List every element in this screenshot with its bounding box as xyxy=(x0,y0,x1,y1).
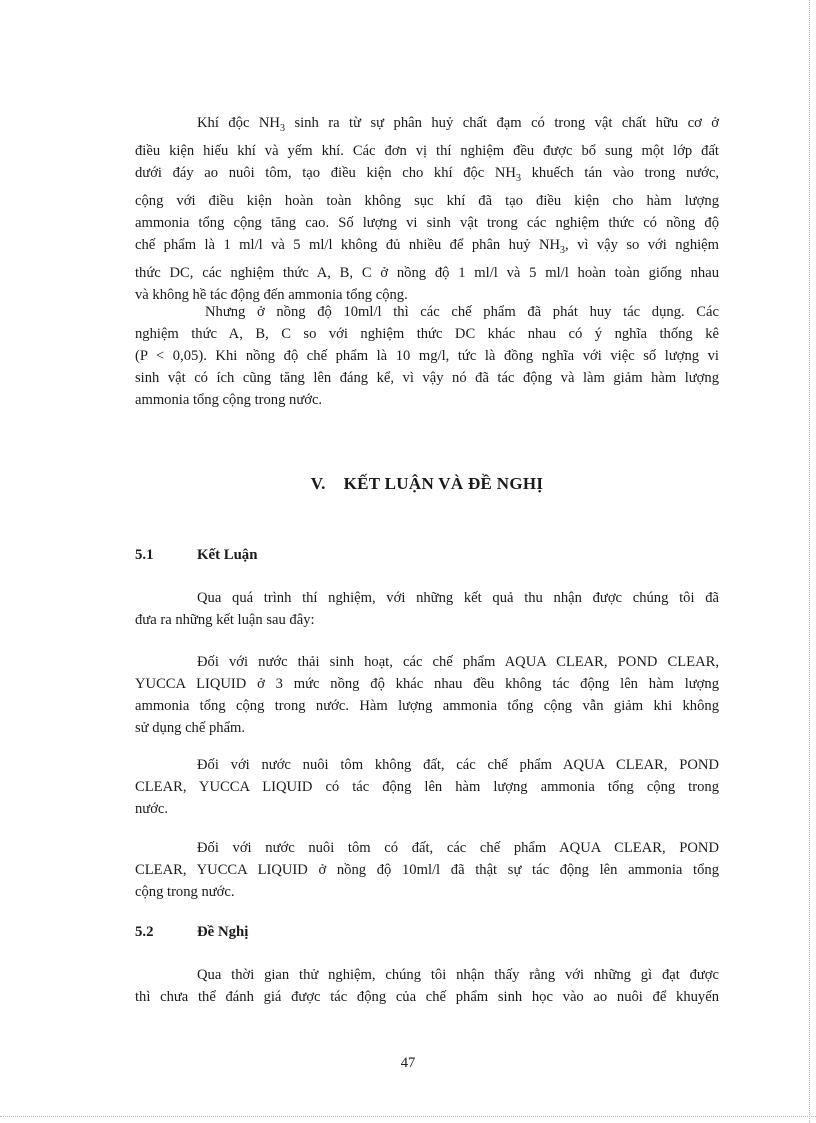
chapter-heading xyxy=(135,474,719,494)
text-line: Nhưng ở nồng độ 10ml/l thì các chế phẩm đã phát huy tác dụng. Các xyxy=(205,304,719,320)
text-line: nước. xyxy=(135,801,169,817)
text-line: thì chưa thể đánh giá được tác động của chế phẩm sinh học vào ao nuôi để khuyến xyxy=(135,989,719,1005)
text-line: nghiệm thức A, B, C so với nghiệm thức DC khác nhau có ý nghĩa thống kê xyxy=(135,326,719,342)
text-line: (P < 0,05). Khi nồng độ chế phẩm là 10 mg/l, tức là đồng nghĩa với việc số lượng vi xyxy=(135,348,719,364)
text-line: cộng với điều kiện hoàn toàn không sục khí đã tạo điều kiện cho hàm lượng xyxy=(135,192,719,209)
text-line: ammonia tổng cộng trong nước. xyxy=(135,392,323,408)
paragraph-nh3-discussion xyxy=(135,112,719,306)
text-line: đưa ra những kết luận sau đây: xyxy=(135,612,315,628)
text-line: điều kiện hiếu khí và yếm khí. Các đơn vị thí nghiệm đều được bổ sung một lớp đất xyxy=(135,142,719,159)
page-number: 47 xyxy=(400,1055,416,1071)
section-heading-conclusion xyxy=(135,547,257,564)
paragraph-concentration-effect xyxy=(135,301,719,411)
page-edge-dotted-right xyxy=(809,0,816,1123)
paragraph-shrimp-water-with-soil xyxy=(135,837,719,903)
text-line: chế phẩm là 1 ml/l và 5 ml/l không đủ nhiều để phân huỷ $NH_3$, vì vậy so với nghiệm xyxy=(135,236,719,256)
text-line: ammonia tổng cộng trong nước. Hàm lượng ammonia tổng cộng vẫn giảm khi không xyxy=(135,698,719,714)
text-line: CLEAR, YUCCA LIQUID có tác động lên hàm lượng ammonia tổng cộng trong xyxy=(135,779,719,795)
text-line: Qua quá trình thí nghiệm, với những kết quả thu nhận được chúng tôi đã xyxy=(197,590,719,606)
text-line: ammonia tổng cộng tăng cao. Số lượng vi sinh vật trong các nghiệm thức có nồng độ xyxy=(135,214,719,231)
text-line: Đối với nước nuôi tôm có đất, các chế phẩm AQUA CLEAR, POND xyxy=(197,840,719,856)
text-line: cộng trong nước. xyxy=(135,884,235,900)
chapter-title: KẾT LUẬN VÀ ĐỀ NGHỊ xyxy=(343,474,544,493)
paragraph-shrimp-water-no-soil xyxy=(135,754,719,820)
text-line: sinh vật có ích cũng tăng lên đáng kể, vì vậy nó đã tác động và làm giảm hàm lượng xyxy=(135,370,719,386)
paragraph-recommendation xyxy=(135,964,719,1008)
text-line: thức DC, các nghiệm thức A, B, C ở nồng độ 1 ml/l và 5 ml/l hoàn toàn giống nhau xyxy=(135,264,719,281)
page-edge-dotted-bottom xyxy=(0,1116,816,1123)
section-heading-recommendation xyxy=(135,924,248,941)
text-line: sử dụng chế phẩm. xyxy=(135,720,246,736)
text-line: CLEAR, YUCCA LIQUID ở nồng độ 10ml/l đã thật sự tác động lên ammonia tổng xyxy=(135,862,719,878)
section-title: Đề Nghị xyxy=(197,924,249,940)
section-number: 5.1 xyxy=(135,547,154,563)
text-line: và không hề tác động đến ammonia tổng cộng. xyxy=(135,286,408,303)
text-line: Qua thời gian thử nghiệm, chúng tôi nhận thấy rằng với những gì đạt được xyxy=(197,967,719,983)
text-line: Khí độc $NH_3$ sinh ra từ sự phân huỷ chất đạm có trong vật chất hữu cơ ở xyxy=(197,115,720,134)
paragraph-domestic-wastewater xyxy=(135,651,719,739)
text-line: dưới đáy ao nuôi tôm, tạo điều kiện cho khí độc $NH_3$ khuếch tán vào trong nước, xyxy=(135,164,720,184)
text-line: Đối với nước nuôi tôm không đất, các chế phẩm AQUA CLEAR, POND xyxy=(197,757,719,773)
text-line: YUCCA LIQUID ở 3 mức nồng độ khác nhau đều không tác động lên hàm lượng xyxy=(135,676,719,692)
chapter-number: V. xyxy=(310,474,326,493)
paragraph-conclusion-intro xyxy=(135,587,719,631)
section-title: Kết Luận xyxy=(197,547,258,563)
text-line: Đối với nước thải sinh hoạt, các chế phẩm AQUA CLEAR, POND CLEAR, xyxy=(197,654,719,670)
section-number: 5.2 xyxy=(135,924,154,940)
